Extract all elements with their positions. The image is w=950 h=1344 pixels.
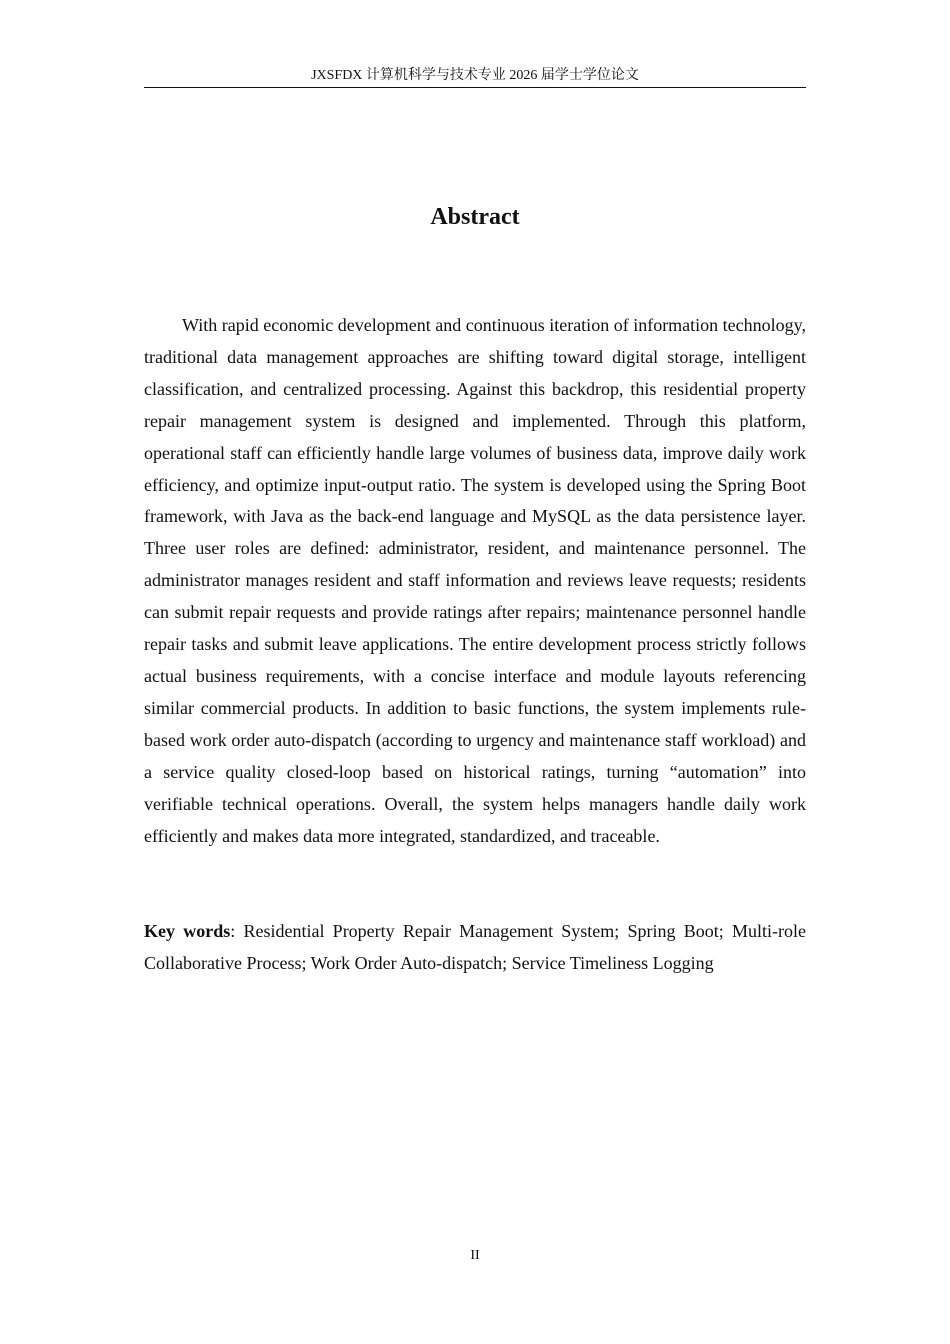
keywords-paragraph — [144, 916, 806, 980]
abstract-title: Abstract — [430, 204, 520, 230]
keywords-label: Key words — [144, 921, 231, 941]
running-header: JXSFDX 计算机科学与技术专业 2026 届学士学位论文 — [311, 68, 639, 83]
page-number: II — [470, 1248, 480, 1263]
header-rule — [144, 87, 806, 88]
keywords-text: Residential Property Repair Management System; Spring Boot; Multi-role Collaborative Process; Work Order Auto-dispatch; Service Timeliness Logging — [144, 921, 806, 973]
abstract-body: With rapid economic development and continuous iteration of information technology, traditional data management approaches are shifting toward digital storage, intelligent classification, and centralized processing. Against this backdrop, this residential property repair management system is designed and implemented. Through this platform, operational staff can efficiently handle large volumes of business data, improve daily work efficiency, and optimize input-output ratio. The system is developed using the Spring Boot framework, with Java as the back-end language and MySQL as the data persistence layer. Three user roles are defined: administrator, resident, and maintenance personnel. The administrator manages resident and staff information and reviews leave requests; residents can submit repair requests and provide ratings after repairs; maintenance personnel handle repair tasks and submit leave applications. The entire development process strictly follows actual business requirements, with a concise interface and module layouts referencing similar commercial products. In addition to basic functions, the system implements rule-based work order auto-dispatch (according to urgency and maintenance staff workload) and a service quality closed-loop based on historical ratings, turning “automation” into verifiable technical operations. Overall, the system helps managers handle daily work efficiently and makes data more integrated, standardized, and traceable. — [144, 315, 806, 846]
keywords-separator: : — [230, 921, 244, 941]
